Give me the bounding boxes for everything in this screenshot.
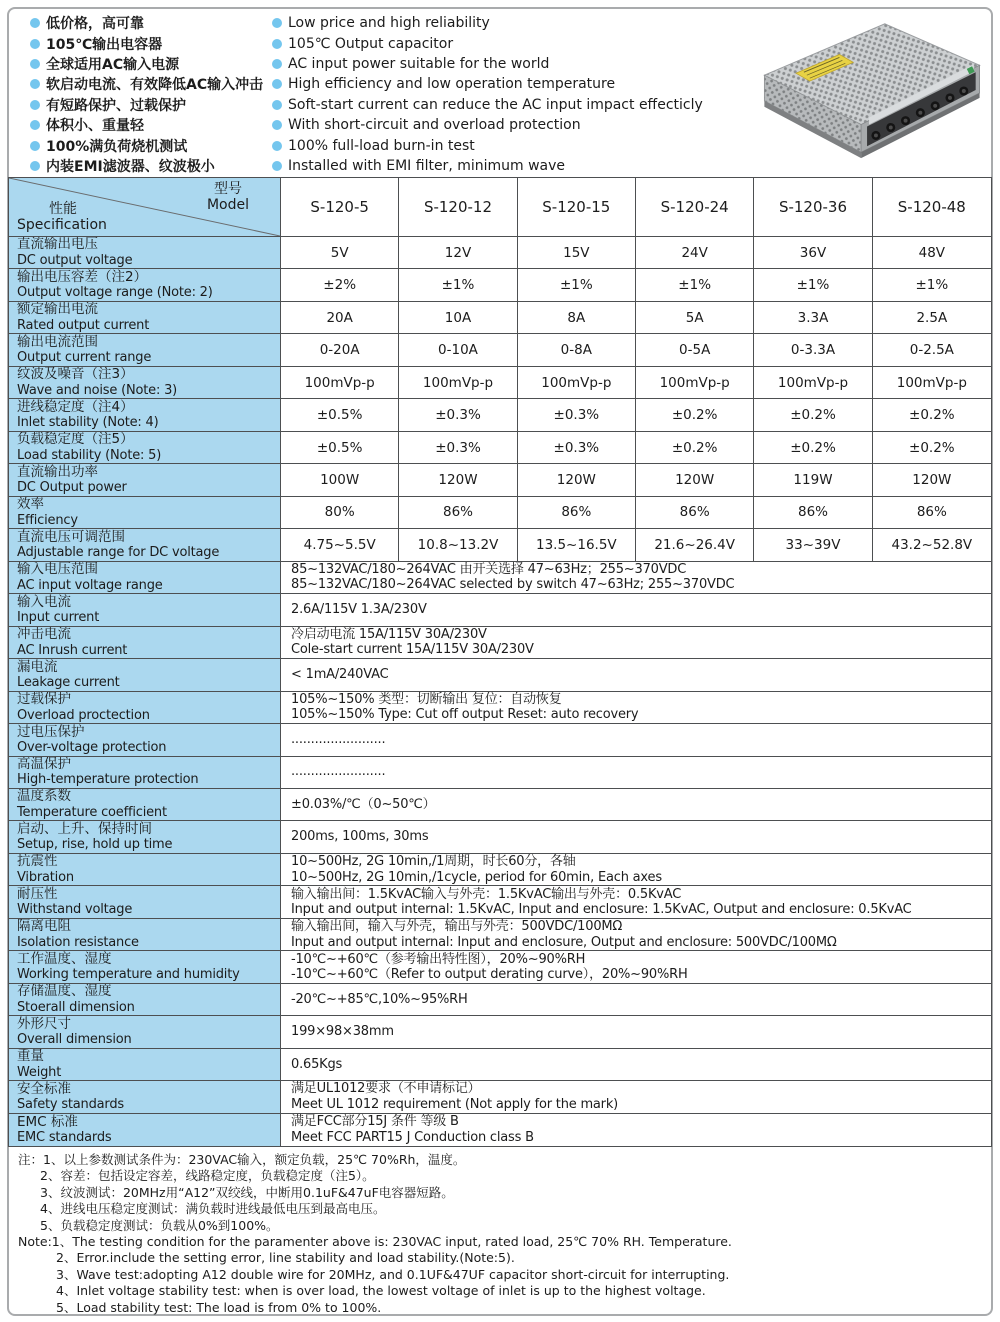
feature-text: Soft-start current can reduce the AC input impact effecticly [288,96,703,113]
spec-label-cell [9,367,281,399]
feature-item [272,54,703,74]
table-row [9,594,991,626]
spec-value-cell [281,562,991,594]
note-line: 3、纹波测试：20MHz用“A12”双绞线，中断用0.1uF&47uF电容器短路。 [40,1184,454,1200]
spec-value-cell: 15V [518,237,636,269]
model-name-cell: S-120-15 [518,178,636,237]
spec-label-en: Inlet stability (Note: 4) [17,415,159,431]
spec-value-cell [281,594,991,626]
spec-label-en: Wave and noise (Note: 3) [17,382,178,398]
table-row [9,1049,991,1081]
spec-value-cell: ±2% [281,269,399,301]
table-row [9,302,991,334]
spec-value-line: ........................ [291,764,386,780]
spec-label-cell [9,334,281,366]
feature-text: 有短路保护、过载保护 [46,97,186,114]
header-spec-en: Specification [17,217,107,233]
spec-value-cell: 86% [518,497,636,529]
feature-text: 100% full-load burn-in test [288,137,475,154]
bullet-icon [272,100,282,110]
model-name-cell: S-120-36 [754,178,872,237]
spec-label-cell [9,984,281,1016]
bullet-icon [30,120,40,130]
spec-value-line: 200ms, 100ms, 30ms [291,829,429,845]
spec-label-cell [9,464,281,496]
spec-label-cn: 纹波及噪音（注3） [17,366,134,383]
spec-label-en: Load stability (Note: 5) [17,447,162,463]
table-row [9,529,991,561]
note-line: 注：1、以上参数测试条件为：230VAC输入，额定负载，25℃ 70%Rh，温度。 [18,1152,466,1167]
spec-value-cell: 5V [281,237,399,269]
spec-label-cn: 过电压保护 [17,724,85,740]
spec-value-cell [281,821,991,853]
spec-label-cn: 耐压性 [17,886,58,902]
spec-value-line: < 1mA/240VAC [291,667,389,683]
bullet-icon [30,18,40,28]
spec-label-cn: 进线稳定度（注4） [17,399,134,415]
spec-value-cell: ±0.3% [518,432,636,464]
spec-label-cn: 负载稳定度（注5） [17,431,134,448]
table-row [9,1114,991,1146]
spec-value-cell: ±0.5% [281,432,399,464]
spec-label-en: Isolation resistance [17,934,139,950]
notes-cn [18,1152,982,1234]
notes-en [18,1234,982,1316]
table-row [9,919,991,951]
bullet-icon [272,18,282,28]
spec-value-cell: 100mVp-p [873,367,991,399]
spec-value-line: 2.6A/115V 1.3A/230V [291,602,427,618]
spec-value-line: 105%~150% 类型：切断输出 复位：自动恢复 [291,691,562,707]
feature-item [30,54,263,74]
spec-value-cell: 100mVp-p [636,367,754,399]
feature-text: 内装EMI滤波器、纹波极小 [46,158,215,175]
spec-value-line: -20℃~+85℃,10%~95%RH [291,991,468,1007]
spec-value-line: 满足UL1012要求（不申请标记） [291,1081,481,1097]
spec-value-cell [281,984,991,1016]
feature-text: 100%满负荷烧机测试 [46,138,188,155]
spec-value-cell: 13.5~16.5V [518,529,636,561]
spec-label-en: Temperature coefficient [17,804,167,820]
bullet-icon [272,161,282,171]
spec-label-cn: 输入电压范围 [17,561,98,578]
spec-value-cell: 3.3A [754,302,872,334]
feature-text: 低价格，高可靠 [46,16,144,33]
feature-text: With short-circuit and overload protection [288,117,581,134]
spec-label-en: Vibration [17,869,74,885]
spec-value-cell: 120W [636,464,754,496]
spec-value-line: 85~132VAC/180~264VAC 由开关选择 47~63Hz；255~370VDC [291,561,687,577]
spec-value-cell [281,1049,991,1081]
spec-value-cell: 20A [281,302,399,334]
feature-text: 105℃ Output capacitor [288,35,454,52]
spec-label-cn: 隔离电阻 [17,918,71,935]
spec-label-cn: 重量 [17,1048,44,1065]
spec-value-cell [281,1114,991,1146]
spec-value-cell [281,757,991,789]
spec-label-en: Over-voltage protection [17,740,167,756]
table-row [9,692,991,724]
spec-value-cell: 120W [399,464,517,496]
spec-value-line: 输入输出间：1.5KvAC输入与外壳：1.5KvAC输出与外壳：0.5KvAC [291,886,682,902]
spec-label-cell [9,399,281,431]
spec-value-line: -10℃~+60℃（参考输出特性图），20%~90%RH [291,951,586,967]
spec-value-cell: 36V [754,237,872,269]
feature-item [30,33,263,53]
spec-value-cell: 0-8A [518,334,636,366]
spec-value-line: 85~132VAC/180~264VAC selected by switch 47~63Hz; 255~370VDC [291,577,735,593]
spec-value-cell [281,627,991,659]
bullet-icon [272,120,282,130]
bullet-icon [30,100,40,110]
spec-value-line: ±0.03%/℃（0~50℃） [291,796,436,812]
spec-label-en: Stoerall dimension [17,999,135,1015]
feature-item [272,74,703,94]
table-row [9,854,991,886]
spec-value-line: Input and output internal: 1.5KvAC, Input and enclosure: 1.5KvAC, Output and enclosure: 0.5KvAC [291,902,912,918]
spec-label-cell [9,529,281,561]
spec-label-cell [9,1114,281,1146]
spec-label-cn: 直流电压可调范围 [17,529,125,545]
spec-label-cn: 高温保护 [17,756,71,772]
note-line: 4、进线电压稳定度测试：满负载时进线最低电压到最高电压。 [40,1201,386,1217]
spec-label-cell [9,237,281,269]
spec-label-cell [9,919,281,951]
spec-label-cell [9,659,281,691]
bullet-icon [30,141,40,151]
spec-value-cell: 43.2~52.8V [873,529,991,561]
spec-label-cn: 输出电流范围 [17,334,98,350]
feature-item [272,156,703,176]
spec-label-cn: 存储温度、湿度 [17,983,112,1000]
note-line: 3、Wave test:adopting A12 double wire for 20MHz, and 0.1UF&47UF capacitor short-circuit for interrupting. [56,1266,730,1282]
spec-value-line: 输入输出间，输入与外壳，输出与外壳：500VDC/100MΩ [291,919,623,935]
spec-label-en: Overall dimension [17,1032,132,1048]
spec-value-cell: 80% [281,497,399,529]
spec-label-cn: 冲击电流 [17,626,71,643]
bullet-icon [272,59,282,69]
spec-label-en: Withstand voltage [17,902,133,918]
spec-label-en: Output voltage range (Note: 2) [17,285,213,301]
spec-label-cn: 外形尺寸 [17,1016,71,1032]
spec-value-cell: 5A [636,302,754,334]
spec-label-cell [9,789,281,821]
spec-value-line: ........................ [291,732,386,748]
spec-label-cn: 抗震性 [17,853,58,870]
spec-label-en: Safety standards [17,1097,124,1113]
spec-value-cell: ±0.2% [873,399,991,431]
feature-text: 105℃输出电容器 [46,36,163,53]
spec-label-en: High-temperature protection [17,772,199,788]
model-name-cell: S-120-5 [281,178,399,237]
spec-value-cell: 8A [518,302,636,334]
table-row [9,821,991,853]
model-name-cell: S-120-48 [873,178,991,237]
spec-value-cell: 10A [399,302,517,334]
table-row [9,886,991,918]
table-row [9,399,991,431]
spec-value-cell: 2.5A [873,302,991,334]
spec-label-en: Efficiency [17,512,78,528]
spec-value-cell: 120W [873,464,991,496]
note-line: 2、Error.include the setting error, line stability and load stability.(Note:5). [56,1250,515,1266]
header-spec-cn: 性能 [49,201,77,217]
spec-value-cell [281,659,991,691]
bullet-icon [30,79,40,89]
spec-value-cell: 0-2.5A [873,334,991,366]
spec-value-cell [281,724,991,756]
spec-label-cell [9,627,281,659]
spec-value-line: 冷启动电流 15A/115V 30A/230V [291,626,487,642]
table-row [9,627,991,659]
product-photo [752,12,990,168]
header-model-label [192,181,264,213]
spec-value-cell: 86% [399,497,517,529]
note-line: 4、Inlet voltage stability test: when is over load, the lowest voltage of inlet is up to the highest voltage. [56,1283,706,1299]
bullet-icon [272,141,282,151]
header-model-cn: 型号 [214,181,242,197]
spec-value-cell: ±0.3% [399,399,517,431]
spec-label-cell [9,594,281,626]
note-line: 2、容差：包括设定容差，线路稳定度，负载稳定度（注5）。 [40,1168,375,1184]
spec-value-cell: ±0.2% [873,432,991,464]
spec-label-cell [9,724,281,756]
feature-item [272,115,703,135]
spec-table [8,177,992,1147]
spec-value-cell: 100mVp-p [281,367,399,399]
spec-label-cell [9,757,281,789]
spec-value-cell: 86% [754,497,872,529]
bullet-icon [30,161,40,171]
spec-label-cn: 直流输出电压 [17,237,98,253]
spec-value-line: Meet FCC PART15 J Conduction class B [291,1129,534,1145]
spec-value-cell: 100mVp-p [399,367,517,399]
table-row [9,562,991,594]
table-row [9,269,991,301]
feature-text: High efficiency and low operation temperature [288,76,616,93]
spec-value-cell: 100mVp-p [754,367,872,399]
feature-text: 体积小、重量轻 [46,118,144,135]
spec-label-en: Input current [17,610,100,626]
spec-value-cell [281,1081,991,1113]
spec-label-cell [9,302,281,334]
spec-value-line: 满足FCC部分15J 条件 等级 B [291,1114,459,1130]
spec-value-cell: ±0.3% [399,432,517,464]
spec-value-line: 199×98×38mm [291,1024,394,1040]
spec-value-cell: 86% [636,497,754,529]
spec-label-cn: 输入电流 [17,594,71,610]
spec-value-cell: ±1% [399,269,517,301]
diagonal-header-cell [9,178,281,237]
spec-value-cell: 0-3.3A [754,334,872,366]
spec-label-en: Output current range [17,350,152,366]
spec-value-cell: ±0.2% [636,399,754,431]
spec-value-line: Meet UL 1012 requirement (Not apply for the mark) [291,1096,619,1112]
table-row [9,237,991,269]
spec-label-cn: 过载保护 [17,691,71,708]
spec-label-cell [9,854,281,886]
spec-value-line: Cole-start current 15A/115V 30A/230V [291,642,534,658]
bullet-icon [30,59,40,69]
feature-item [30,95,263,115]
spec-value-cell [281,951,991,983]
table-row [9,757,991,789]
spec-label-cell [9,951,281,983]
spec-label-cell [9,497,281,529]
spec-label-en: AC Inrush current [17,642,128,658]
spec-label-en: AC input voltage range [17,577,163,593]
power-supply-image [752,12,990,168]
header-spec-label [17,201,107,233]
spec-value-cell: 0-5A [636,334,754,366]
spec-value-cell: 120W [518,464,636,496]
spec-label-cell [9,562,281,594]
feature-item [272,13,703,33]
spec-value-cell: 0-10A [399,334,517,366]
spec-value-cell: 33~39V [754,529,872,561]
table-row [9,1081,991,1113]
table-row [9,659,991,691]
table-row [9,464,991,496]
spec-label-cn: 直流输出功率 [17,464,98,480]
spec-value-line: 10~500Hz, 2G 10min,/1cycle, period for 60min, Each axes [291,869,662,885]
spec-label-cn: 漏电流 [17,659,58,675]
feature-item [30,13,263,33]
table-row [9,951,991,983]
model-name-cell: S-120-24 [636,178,754,237]
feature-item [272,33,703,53]
spec-label-cell [9,1049,281,1081]
spec-label-cell [9,692,281,724]
feature-text: Installed with EMI filter, minimum wave [288,157,566,174]
spec-value-cell: ±1% [873,269,991,301]
feature-text: AC input power suitable for the world [288,55,550,72]
spec-label-cell [9,821,281,853]
table-row [9,724,991,756]
spec-value-line: 10~500Hz, 2G 10min,/1周期，时长60分，各轴 [291,854,576,870]
spec-value-cell: ±0.2% [754,432,872,464]
spec-value-line: 0.65Kgs [291,1056,343,1072]
bullet-icon [272,79,282,89]
feature-item [272,135,703,155]
spec-value-cell [281,886,991,918]
features-list-en [272,13,703,176]
spec-value-line: -10℃~+60℃（Refer to output derating curve），20%~90%RH [291,967,688,983]
spec-label-en: Working temperature and humidity [17,967,240,983]
spec-label-cn: 温度系数 [17,788,71,805]
table-row [9,497,991,529]
spec-value-cell: 48V [873,237,991,269]
table-row [9,367,991,399]
spec-label-cell [9,1081,281,1113]
spec-label-en: Adjustable range for DC voltage [17,545,220,561]
feature-item [30,135,263,155]
feature-item [30,74,263,94]
notes-section [18,1152,982,1316]
feature-text: Low price and high reliability [288,15,490,32]
spec-value-cell: 12V [399,237,517,269]
spec-value-cell: 86% [873,497,991,529]
spec-value-cell [281,789,991,821]
table-row [9,432,991,464]
spec-value-cell: 119W [754,464,872,496]
spec-label-cell [9,269,281,301]
spec-label-cell [9,432,281,464]
note-line: 5、Load stability test: The load is from 0% to 100%. [56,1299,382,1315]
bullet-icon [30,39,40,49]
spec-value-cell: 100W [281,464,399,496]
spec-value-cell: ±0.5% [281,399,399,431]
feature-item [30,115,263,135]
spec-label-cn: EMC 标准 [17,1113,78,1130]
bullet-icon [272,39,282,49]
table-row [9,984,991,1016]
spec-value-cell: ±0.3% [518,399,636,431]
spec-value-cell: 4.75~5.5V [281,529,399,561]
feature-text: 全球适用AC输入电源 [46,56,180,73]
spec-label-cell [9,1016,281,1048]
table-row [9,334,991,366]
feature-item [272,95,703,115]
spec-value-cell [281,1016,991,1048]
features-list-cn [30,13,263,176]
table-row [9,789,991,821]
spec-value-cell: ±0.2% [754,399,872,431]
spec-value-line: 105%~150% Type: Cut off output Reset: auto recovery [291,707,639,723]
table-row [9,1016,991,1048]
spec-label-en: Overload proctection [17,707,150,723]
model-name-cell: S-120-12 [399,178,517,237]
spec-label-en: EMC standards [17,1130,112,1146]
spec-value-cell: ±1% [518,269,636,301]
table-header-row [9,178,991,237]
spec-value-line: Input and output internal: Input and enclosure, Output and enclosure: 500VDC/100MΩ [291,934,837,950]
feature-item [30,156,263,176]
spec-value-cell [281,919,991,951]
spec-label-en: Rated output current [17,317,150,333]
spec-label-cn: 安全标准 [17,1081,71,1097]
spec-label-cn: 工作温度、湿度 [17,951,112,967]
spec-value-cell: ±1% [636,269,754,301]
spec-label-cn: 额定输出电流 [17,301,98,318]
note-line: Note:1、The testing condition for the paramenter above is: 230VAC input, rated load, 25℃ 70% RH. Temperature. [18,1234,732,1250]
note-line: 5、负载稳定度测试：负载从0%到100%。 [40,1217,279,1233]
spec-label-en: DC Output power [17,480,127,496]
spec-label-en: Setup, rise, hold up time [17,837,173,853]
spec-value-cell [281,692,991,724]
spec-value-cell: 10.8~13.2V [399,529,517,561]
spec-value-cell [281,854,991,886]
spec-label-cn: 启动、上升、保持时间 [17,821,152,837]
spec-value-cell: 100mVp-p [518,367,636,399]
header-model-en: Model [206,197,250,213]
spec-label-cell [9,886,281,918]
spec-value-cell: 24V [636,237,754,269]
spec-value-cell: 21.6~26.4V [636,529,754,561]
spec-label-en: Weight [17,1064,62,1080]
spec-label-cn: 效率 [17,496,44,513]
spec-value-cell: ±1% [754,269,872,301]
spec-label-en: DC output voltage [17,252,133,268]
spec-value-cell: ±0.2% [636,432,754,464]
spec-label-cn: 输出电压容差（注2） [17,269,148,285]
spec-label-en: Leakage current [17,675,120,691]
spec-value-cell: 0-20A [281,334,399,366]
feature-text: 软启动电流、有效降低AC输入冲击 [46,77,264,94]
